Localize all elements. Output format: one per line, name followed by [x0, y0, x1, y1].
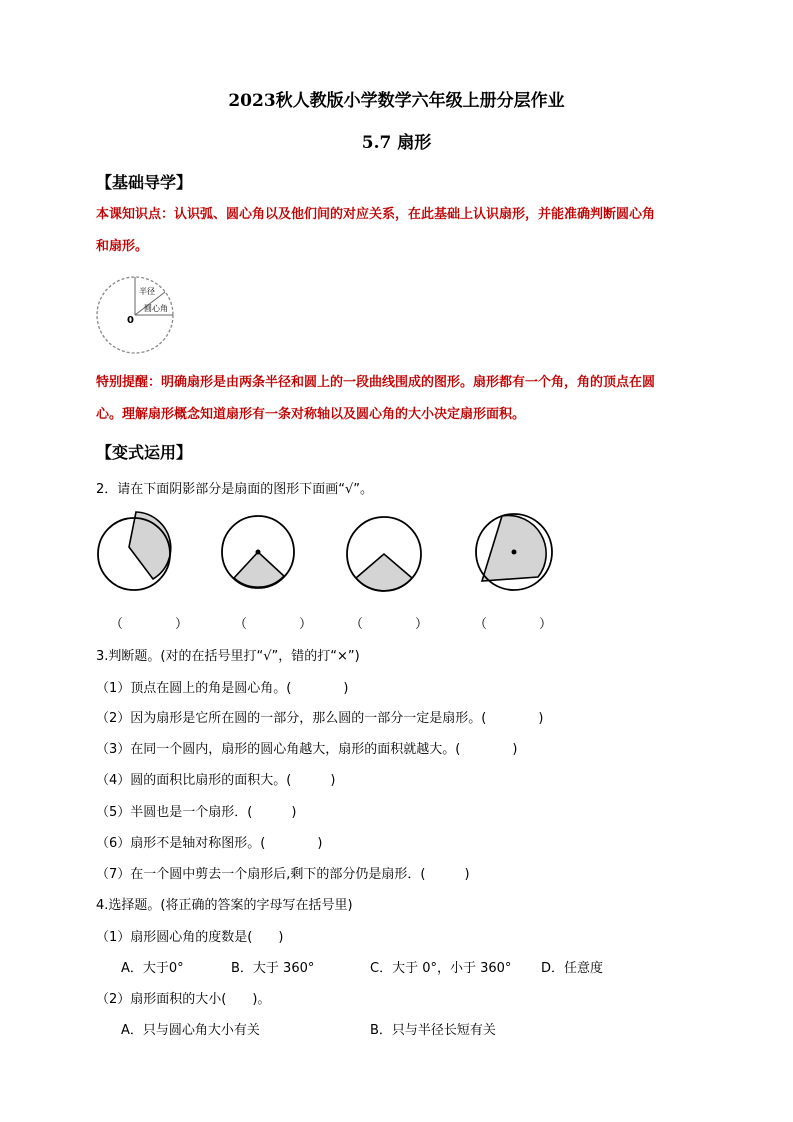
doc-subtitle: 5.7 扇形 — [361, 133, 432, 153]
q3-item-6: （6）扇形不是轴对称图形。( ) — [96, 836, 323, 851]
sector-concept-diagram — [92, 272, 182, 358]
q2-answer-1[interactable]: （ ） — [110, 617, 189, 632]
q3-item-4: （4）圆的面积比扇形的面积大。( ) — [96, 773, 336, 788]
q3-item-7: （7）在一个圆中剪去一个扇形后,剩下的部分仍是扇形．( ) — [96, 867, 470, 882]
radius-label: 半径 — [139, 287, 155, 296]
q4-sub1-option-d: D．任意度 — [541, 961, 604, 976]
question-4-prompt: 4.选择题。(将正确的答案的字母写在括号里) — [96, 898, 353, 913]
q2-figure-1 — [98, 512, 171, 590]
question-2-prompt: 2．请在下面阴影部分是扇面的图形下面画“√”。 — [96, 482, 374, 497]
q3-item-3: （3）在同一个圆内，扇形的圆心角越大，扇形的面积就越大。( ) — [96, 742, 518, 757]
doc-title: 2023秋人教版小学数学六年级上册分层作业 — [228, 91, 565, 111]
q4-sub1-option-a: A．大于0° — [121, 961, 184, 976]
q3-item-5: （5）半圆也是一个扇形．( ) — [96, 805, 297, 820]
q2-figure-3 — [347, 517, 421, 591]
q4-sub1-option-b: B．大于 360° — [231, 961, 315, 976]
q2-figure-2 — [222, 516, 294, 588]
central-angle-label: 圆心角 — [144, 304, 168, 313]
q4-sub2-option-a: A．只与圆心角大小有关 — [121, 1023, 260, 1038]
q3-item-1: （1）顶点在圆上的角是圆心角。( ) — [96, 681, 349, 696]
knowledge-line-1: 本课知识点：认识弧、圆心角以及他们间的对应关系，在此基础上认识扇形，并能准确判断圆心角 — [96, 207, 656, 222]
tip-line-2: 心。理解扇形概念知道扇形有一条对称轴以及圆心角的大小决定扇形面积。 — [96, 407, 526, 422]
q2-answer-4[interactable]: （ ） — [474, 617, 553, 632]
q3-item-2: （2）因为扇形是它所在圆的一部分，那么圆的一部分一定是扇形。( ) — [96, 711, 544, 726]
q2-answer-2[interactable]: （ ） — [234, 617, 313, 632]
q2-figure-4 — [476, 514, 552, 590]
q4-sub1-stem: （1）扇形圆心角的度数是( ) — [96, 930, 284, 945]
tip-line-1: 特别提醒：明确扇形是由两条半径和圆上的一段曲线围成的图形。扇形都有一个角，角的顶点在圆 — [96, 375, 656, 390]
q4-sub2-stem: （2）扇形面积的大小( )。 — [96, 992, 271, 1007]
q2-figures — [90, 510, 570, 600]
center-label: 0 — [127, 315, 134, 326]
knowledge-line-2: 和扇形。 — [96, 239, 149, 254]
section-basic-header: 【基础导学】 — [96, 173, 193, 192]
q4-sub2-option-b: B．只与半径长短有关 — [370, 1023, 496, 1038]
question-3-prompt: 3.判断题。(对的在括号里打“√”，错的打“×”) — [96, 649, 360, 664]
section-practice-header: 【变式运用】 — [96, 443, 193, 462]
q2-answer-3[interactable]: （ ） — [350, 617, 429, 632]
q4-sub1-option-c: C．大于 0°，小于 360° — [370, 961, 512, 976]
